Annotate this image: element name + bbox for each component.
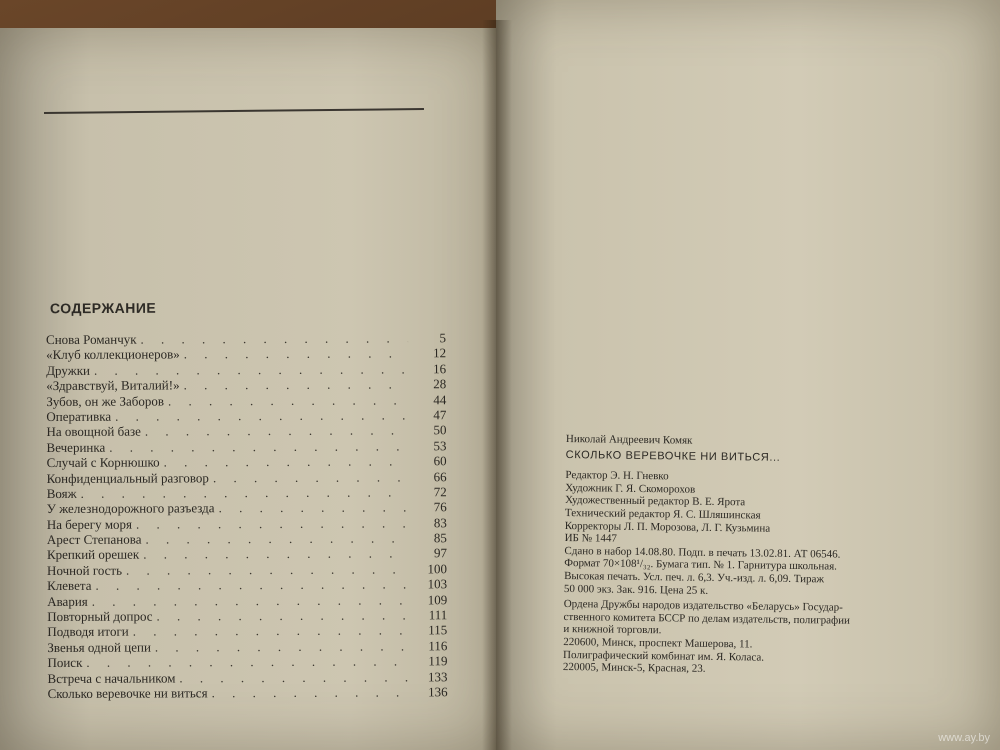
toc-entry-page: 16 <box>433 361 447 377</box>
toc-entry <box>47 669 447 686</box>
toc-entry-label: «Здравствуй, Виталий!» <box>46 377 180 394</box>
colophon <box>563 433 986 679</box>
toc-entry-page: 66 <box>433 468 447 484</box>
toc-entry-page: 5 <box>439 330 447 346</box>
toc-leader-dots <box>155 638 410 655</box>
colophon-printer-line-2: 220005, Минск-5, Красная, 23. <box>562 661 706 675</box>
toc-entry-page: 85 <box>433 530 447 546</box>
toc-entry-label: Конфиденциальный разговор <box>46 469 209 486</box>
toc-entry-label: У железнодорожного разъезда <box>46 500 215 517</box>
toc-entry-label: Вечеринка <box>46 439 106 455</box>
toc-entry-page: 83 <box>433 514 447 530</box>
toc-leader-dots <box>145 423 409 440</box>
toc-entry <box>46 423 446 440</box>
toc-entry <box>47 453 447 470</box>
toc-leader-dots <box>184 377 409 393</box>
toc-leader-dots <box>219 500 409 516</box>
toc-entry <box>48 684 448 701</box>
colophon-tech-editor: Технический редактор Я. С. Шляшинская <box>564 506 761 522</box>
toc-entry <box>47 500 447 517</box>
colophon-print-line-4: 50 000 экз. Зак. 916. Цена 25 к. <box>563 582 709 597</box>
toc-leader-dots <box>126 561 409 578</box>
toc-entry-label: Звенья одной цепи <box>47 639 151 655</box>
toc-entry-label: «Клуб коллекционеров» <box>46 346 180 363</box>
toc-entry-label: Крепкий орешек <box>46 547 140 563</box>
toc-entry <box>47 515 447 532</box>
toc-leader-dots <box>156 607 409 624</box>
colophon-publisher-line-2: ственного комитета БССР по делам издательств, полиграфии <box>563 610 851 627</box>
colophon-print-line-2: Формат 70×108¹/₃₂. Бумага тип. № 1. Гарнитура школьная. <box>564 557 838 573</box>
toc-entry-label: Сколько веревочке ни виться <box>47 685 208 701</box>
toc-entry <box>46 376 446 393</box>
toc-entry-label: Дружки <box>46 362 90 378</box>
colophon-print-line-1: Сдано в набор 14.08.80. Подп. в печать 13.02.81. АТ 06546. <box>564 544 841 561</box>
toc-entry <box>47 607 447 624</box>
toc-leader-dots <box>92 592 410 609</box>
toc-leader-dots <box>184 346 408 362</box>
toc-entry <box>47 623 447 640</box>
toc-entry-page: 44 <box>433 391 447 407</box>
toc-entry-label: На берегу моря <box>46 516 133 532</box>
toc-leader-dots <box>133 623 410 640</box>
toc-entry-page: 60 <box>433 453 447 469</box>
colophon-publisher-line-4: 220600, Минск, проспект Машерова, 11. <box>563 635 753 651</box>
toc-entry-page: 136 <box>428 684 448 700</box>
toc-entry <box>46 407 446 424</box>
colophon-correctors: Корректоры Л. П. Морозова, Л. Г. Кузьмина <box>564 519 771 535</box>
toc-entry <box>46 361 446 378</box>
toc-entry-page: 103 <box>427 576 448 592</box>
toc-entry-label: Авария <box>47 593 88 609</box>
toc-leader-dots <box>143 546 409 563</box>
toc-leader-dots <box>115 407 408 424</box>
watermark: www.ay.by <box>938 732 990 744</box>
colophon-printer-line-1: Полиграфический комбинат им. Я. Коласа. <box>563 648 765 664</box>
toc-entry-page: 100 <box>427 561 448 577</box>
toc-entry-label: Оперативка <box>46 408 112 424</box>
colophon-publisher-line-1: Ордена Дружбы народов издательство «Беларусь» Государ- <box>563 598 843 614</box>
colophon-artist: Художник Г. Я. Скоморохов <box>565 481 696 496</box>
toc-leader-dots <box>168 392 408 408</box>
toc-leader-dots <box>145 530 409 547</box>
toc-entry-page: 50 <box>433 422 447 438</box>
toc-entry-page: 53 <box>433 437 447 454</box>
toc-entry <box>47 577 447 594</box>
toc-entry-label: На овощной базе <box>46 423 141 440</box>
toc-leader-dots <box>140 330 408 347</box>
toc-entry-page: 115 <box>428 622 448 638</box>
toc-leader-dots <box>109 438 408 455</box>
toc-leader-dots <box>81 484 409 501</box>
toc-leader-dots <box>136 515 409 532</box>
toc-entry <box>47 469 447 486</box>
toc-entry-page: 76 <box>433 499 447 515</box>
toc-entry-label: Случай с Корнюшко <box>46 454 160 471</box>
toc-leader-dots <box>179 669 409 685</box>
toc-entry <box>47 546 447 563</box>
toc-leader-dots <box>212 684 410 700</box>
toc-list <box>46 330 448 701</box>
toc-entry-label: Арест Степанова <box>46 531 142 548</box>
toc-entry-page: 12 <box>433 345 447 361</box>
toc-entry <box>47 484 447 501</box>
colophon-publisher-line-3: и книжной торговли. <box>563 623 662 637</box>
toc-entry-page: 28 <box>433 376 447 392</box>
toc-leader-dots <box>95 577 409 594</box>
book-gutter <box>482 20 512 750</box>
toc-entry-page: 97 <box>433 545 448 561</box>
toc-entry-label: Подводя итоги <box>47 624 129 640</box>
colophon-art-editor: Художественный редактор В. Е. Ярота <box>565 494 746 509</box>
toc-entry-label: Вояж <box>46 485 77 501</box>
toc-entry <box>47 638 447 655</box>
toc-entry-label: Зубов, он же Заборов <box>46 393 165 409</box>
toc-entry-page: 109 <box>427 591 448 607</box>
toc-entry-label: Встреча с начальником <box>47 670 176 686</box>
toc-entry <box>47 561 447 578</box>
colophon-print-line-3: Высокая печать. Усл. печ. л. 6,3. Уч.-изд. л. 6,09. Тираж <box>564 569 825 586</box>
toc-entry-label: Поиск <box>47 655 83 671</box>
colophon-title: СКОЛЬКО ВЕРЕВОЧКЕ НИ ВИТЬСЯ... <box>565 448 781 464</box>
colophon-editor: Редактор Э. Н. Гневко <box>565 469 669 483</box>
toc-leader-dots <box>213 469 409 485</box>
toc-heading: СОДЕРЖАНИЕ <box>49 299 157 317</box>
colophon-author: Николай Андреевич Комяк <box>565 433 693 447</box>
toc-entry <box>47 530 447 547</box>
toc-entry-page: 133 <box>427 668 448 684</box>
toc-entry-label: Ночной гость <box>47 562 123 578</box>
toc-entry <box>46 346 446 363</box>
toc-entry-page: 47 <box>433 407 447 423</box>
toc-entry <box>47 653 447 670</box>
toc-entry-page: 119 <box>428 653 448 669</box>
colophon-ib: ИБ № 1447 <box>564 532 617 545</box>
toc-leader-dots <box>94 361 408 378</box>
toc-entry-label: Повторный допрос <box>47 608 153 625</box>
toc-entry-label: Снова Романчук <box>46 331 137 347</box>
toc-entry <box>46 392 446 409</box>
toc-entry <box>46 330 446 347</box>
toc-entry-page: 111 <box>428 607 448 623</box>
toc-entry-page: 72 <box>433 484 447 500</box>
toc-entry-label: Клевета <box>47 578 92 594</box>
toc-leader-dots <box>86 654 409 671</box>
toc-entry <box>47 592 447 609</box>
toc-leader-dots <box>164 454 409 470</box>
toc-entry-page: 116 <box>428 638 448 654</box>
toc-entry <box>46 438 446 455</box>
